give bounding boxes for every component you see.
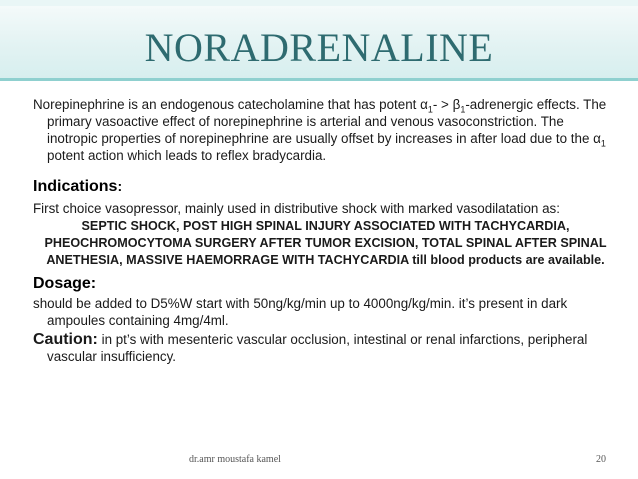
footer-author: dr.amr moustafa kamel <box>189 454 281 465</box>
caution-heading: Caution: <box>33 331 98 348</box>
header-top-edge <box>0 0 638 6</box>
indications-heading-colon: : <box>117 178 123 194</box>
dosage-text: should be added to D5%W start with 50ng/kg/min up to 4000ng/kg/min. it’s present in dark ampoules containing 4mg/4ml. <box>33 296 568 328</box>
page-number: 20 <box>596 454 606 465</box>
intro-paragraph <box>33 96 618 164</box>
indications-list: SEPTIC SHOCK, POST HIGH SPINAL INJURY ASSOCIATED WITH TACHYCARDIA, PHEOCHROMOCYTOMA SURGERY AFTER TUMOR EXCISION, TOTAL SPINAL AFTER SPINAL ANETHESIA, MASSIVE HAEMORRAGE WITH TACHYCARDIA till blood products are available. <box>44 219 607 267</box>
beta-subscript: 1 <box>460 104 466 115</box>
indications-heading-label: Indications <box>33 178 118 195</box>
alpha-subscript-2: 1 <box>600 138 606 149</box>
intro-text-1: Norepinephrine is an endogenous catecholamine that has potent α <box>33 97 428 112</box>
slide-title: NORADRENALINE <box>144 25 494 70</box>
caution-text: in pt’s with mesenteric vascular occlusion, intestinal or renal infarctions, peripheral vascular insufficiency. <box>47 332 588 364</box>
indications-heading <box>33 176 618 197</box>
intro-text-3: -adrenergic effects. The primary vasoactive effect of norepinephrine is arterial and venous vasoconstriction. The inotropic properties of norepinephrine are usually offset by increases in after load due to the α <box>47 97 607 146</box>
alpha-subscript: 1 <box>427 104 433 115</box>
intro-text-2: - > β <box>432 97 461 112</box>
caution-paragraph <box>33 331 618 365</box>
header-divider <box>0 78 638 81</box>
slide-content <box>33 96 618 365</box>
dosage-heading: Dosage: <box>33 275 97 292</box>
intro-text-4: potent action which leads to reflex bradycardia. <box>47 148 327 163</box>
indications-text: First choice vasopressor, mainly used in distributive shock with marked vasodilatation as: <box>33 201 560 216</box>
